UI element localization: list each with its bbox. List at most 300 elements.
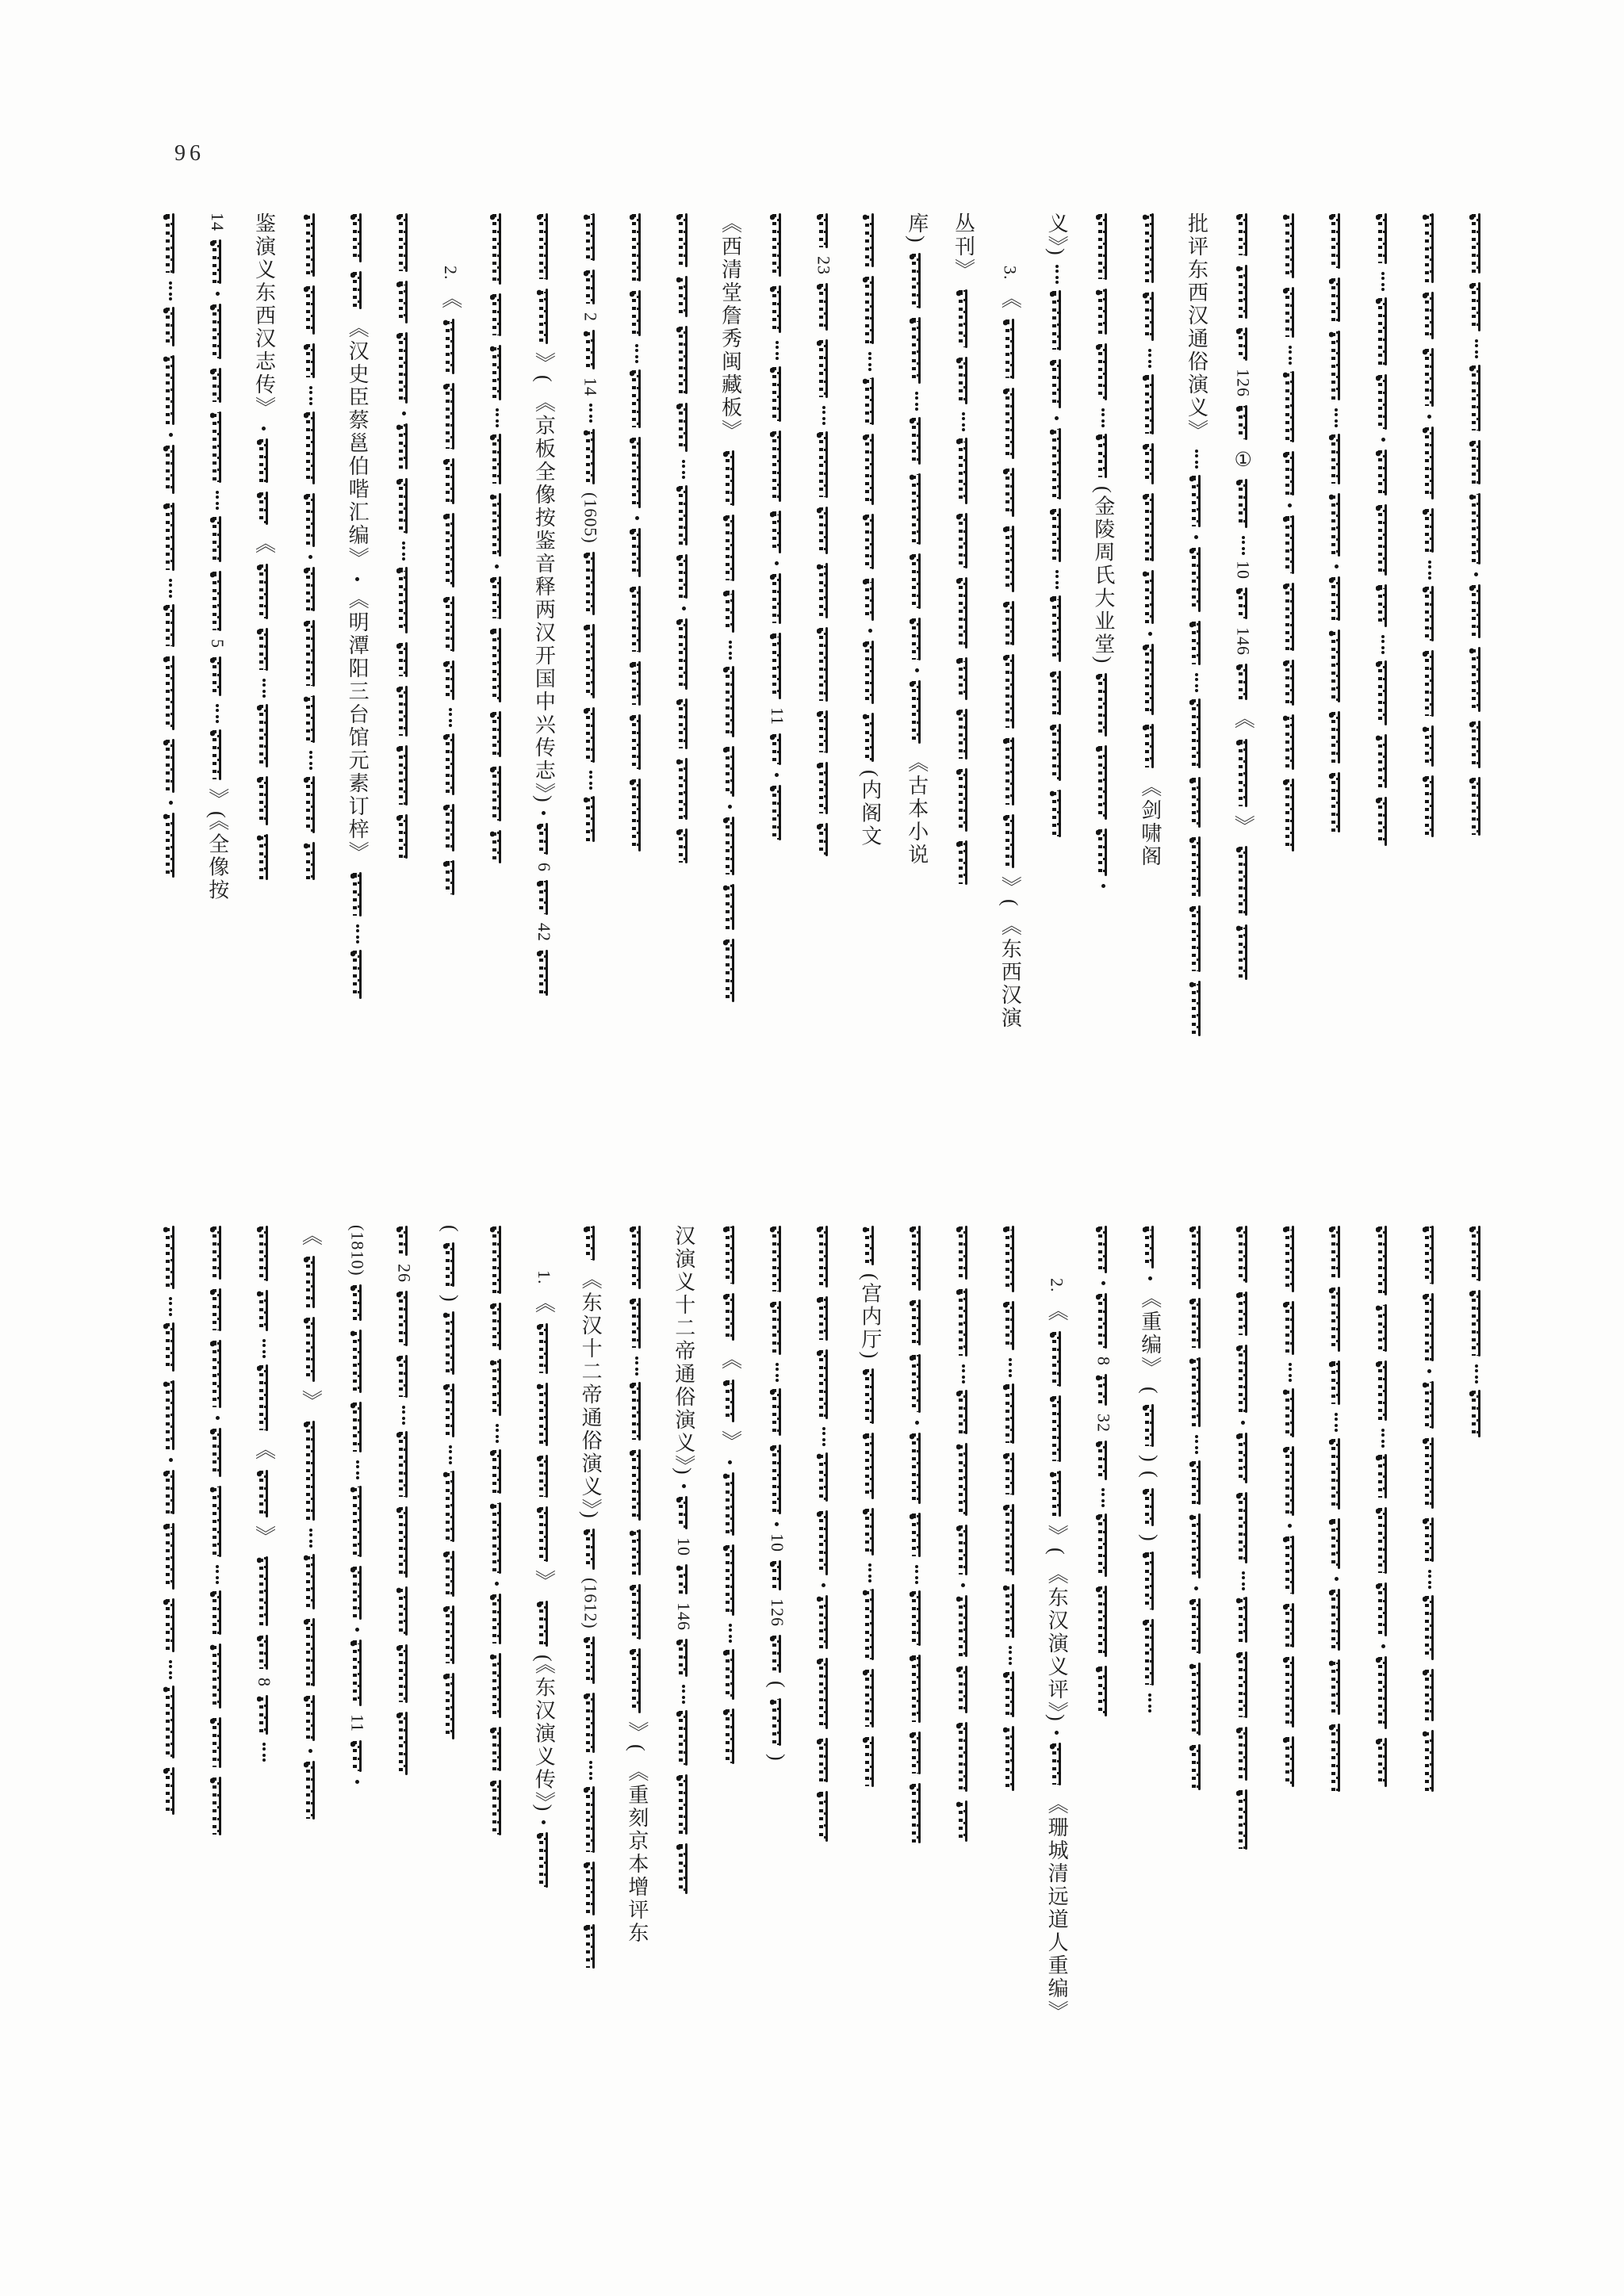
separator-dot xyxy=(355,1780,359,1784)
mongolian-word xyxy=(1049,789,1065,838)
mongolian-word xyxy=(1422,1517,1438,1563)
mongolian-word xyxy=(442,803,458,852)
mongolian-four-dot-punctuation xyxy=(1101,408,1105,426)
mongolian-word xyxy=(1235,1789,1251,1850)
mongolian-word xyxy=(1235,1291,1251,1337)
mongolian-word xyxy=(1469,439,1484,485)
text-column xyxy=(334,212,381,1158)
mongolian-word xyxy=(1002,1503,1018,1576)
mongolian-word xyxy=(1282,1535,1298,1595)
mongolian-word xyxy=(442,733,458,796)
mongolian-word xyxy=(1422,1225,1438,1285)
mongolian-word xyxy=(442,318,458,375)
mongolian-word xyxy=(816,1349,832,1420)
mongolian-word xyxy=(816,339,832,399)
mongolian-word xyxy=(629,289,645,337)
mongolian-word xyxy=(1422,212,1438,284)
mongolian-word xyxy=(769,1444,785,1515)
mongolian-word xyxy=(956,1442,971,1517)
mongolian-word xyxy=(1235,1726,1251,1781)
mongolian-word xyxy=(629,585,645,653)
numeral: 26 xyxy=(394,1264,415,1283)
mongolian-four-dot-punctuation xyxy=(868,352,872,369)
mongolian-word xyxy=(442,457,458,505)
mongolian-word xyxy=(1095,1225,1111,1274)
chinese-text: 》 xyxy=(718,1430,742,1453)
text-column xyxy=(241,212,288,1158)
mongolian-word xyxy=(396,1290,412,1347)
mongolian-word xyxy=(816,1737,832,1783)
separator-dot xyxy=(1194,1586,1198,1590)
mongolian-word xyxy=(1422,1437,1438,1510)
mongolian-word xyxy=(256,1469,272,1518)
separator-dot xyxy=(775,773,779,777)
separator-dot xyxy=(775,561,779,565)
mongolian-four-dot-punctuation xyxy=(775,1363,779,1380)
text-column xyxy=(427,212,474,1158)
mongolian-word xyxy=(769,1225,785,1293)
mongolian-four-dot-punctuation xyxy=(1194,450,1199,467)
mongolian-word xyxy=(1422,291,1438,340)
mongolian-word xyxy=(256,1556,272,1627)
mongolian-word xyxy=(163,1322,178,1372)
separator-dot xyxy=(1427,415,1431,419)
mongolian-word xyxy=(769,1559,785,1591)
mongolian-word xyxy=(1469,281,1484,332)
mongolian-four-dot-punctuation xyxy=(308,1529,313,1546)
mongolian-word xyxy=(303,1553,319,1610)
mongolian-word xyxy=(163,1380,178,1451)
mongolian-word xyxy=(1375,1303,1391,1353)
mongolian-word xyxy=(862,1735,878,1788)
mongolian-word xyxy=(629,1647,645,1714)
mongolian-word xyxy=(1235,1344,1251,1414)
text-column xyxy=(287,212,334,1158)
mongolian-word xyxy=(1002,600,1018,646)
numeral: 10 xyxy=(674,1536,695,1556)
mongolian-word xyxy=(256,1364,272,1432)
mongolian-word xyxy=(1469,584,1484,639)
mongolian-word xyxy=(1469,1289,1484,1357)
mongolian-word xyxy=(722,1708,738,1765)
mongolian-word xyxy=(1002,387,1018,460)
mongolian-word xyxy=(769,1300,785,1356)
mongolian-four-dot-punctuation xyxy=(1288,346,1293,363)
mongolian-word xyxy=(396,331,412,404)
separator-dot xyxy=(495,1582,499,1586)
mongolian-word xyxy=(1375,1506,1391,1575)
mongolian-word xyxy=(816,282,832,331)
mongolian-word xyxy=(676,828,691,864)
mongolian-word xyxy=(1049,723,1065,782)
mongolian-four-dot-punctuation xyxy=(1474,1364,1479,1382)
mongolian-word xyxy=(209,1288,225,1332)
mongolian-word xyxy=(1095,288,1111,335)
mongolian-word xyxy=(1142,492,1158,562)
mongolian-word xyxy=(583,1225,599,1261)
mongolian-word xyxy=(1282,1602,1298,1648)
mongolian-word xyxy=(163,502,178,572)
chinese-text: 》( xyxy=(625,1721,649,1754)
mongolian-four-dot-punctuation xyxy=(1474,339,1479,357)
mongolian-word xyxy=(676,1843,691,1895)
chinese-text: 《东汉演义评》) xyxy=(1045,1563,1069,1724)
mongolian-word xyxy=(956,576,971,649)
mongolian-word xyxy=(1422,347,1438,408)
separator-dot xyxy=(216,292,220,296)
mongolian-word xyxy=(583,269,599,305)
mongolian-word xyxy=(163,738,178,794)
mongolian-word xyxy=(1002,1225,1018,1293)
mongolian-word xyxy=(862,1668,878,1728)
mongolian-word xyxy=(489,492,505,557)
mongolian-word xyxy=(1049,358,1065,409)
mongolian-word xyxy=(909,1225,925,1292)
mongolian-word xyxy=(769,285,785,334)
mongolian-word xyxy=(722,1648,738,1701)
mongolian-word xyxy=(396,1430,412,1498)
mongolian-word xyxy=(816,1594,832,1650)
mongolian-four-dot-punctuation xyxy=(1381,272,1385,289)
mongolian-word xyxy=(816,710,832,754)
mongolian-word xyxy=(489,1448,505,1494)
chinese-text: 《 xyxy=(252,1439,276,1462)
mongolian-word xyxy=(956,1288,971,1357)
mongolian-four-dot-punctuation xyxy=(1381,1429,1385,1446)
mongolian-word xyxy=(536,1600,552,1647)
separator-dot xyxy=(775,1522,779,1526)
mongolian-four-dot-punctuation xyxy=(634,1357,639,1374)
mongolian-word xyxy=(1469,776,1484,836)
mongolian-word xyxy=(396,280,412,324)
mongolian-word xyxy=(583,1636,599,1685)
chinese-text: 《汉史臣蔡邕伯喈汇编》 xyxy=(346,317,370,570)
mongolian-word xyxy=(163,1522,178,1590)
mongolian-word xyxy=(256,703,272,768)
mongolian-word xyxy=(1095,1585,1111,1658)
mongolian-word xyxy=(1142,723,1158,769)
mongolian-word xyxy=(862,1368,878,1425)
mongolian-word xyxy=(629,1529,645,1576)
mongolian-word xyxy=(1328,771,1344,833)
mongolian-word xyxy=(583,212,599,262)
mongolian-word xyxy=(909,1782,925,1844)
mongolian-word xyxy=(1235,1225,1251,1284)
mongolian-four-dot-punctuation xyxy=(448,708,453,725)
mongolian-word xyxy=(769,430,785,503)
item-indent-spacer xyxy=(1056,1225,1058,1271)
text-column xyxy=(287,1225,334,2162)
mongolian-four-dot-punctuation xyxy=(262,1743,266,1760)
mongolian-word xyxy=(350,1485,366,1558)
mongolian-word xyxy=(909,1432,925,1505)
chinese-text: 《 xyxy=(1231,708,1255,731)
mongolian-word xyxy=(303,1316,319,1383)
text-column xyxy=(474,212,521,1158)
mongolian-word xyxy=(722,938,738,1003)
mongolian-word xyxy=(442,1672,458,1740)
chinese-text: (《东汉演义传》) xyxy=(532,1654,556,1813)
mongolian-four-dot-punctuation xyxy=(168,281,173,299)
mongolian-four-dot-punctuation xyxy=(728,1624,733,1641)
numeral: 32 xyxy=(1094,1414,1114,1433)
text-column xyxy=(614,212,661,1158)
numeral: 126 xyxy=(1233,369,1254,397)
separator-dot xyxy=(216,1416,220,1420)
chinese-text: 《明潭阳三台馆元素订梓》 xyxy=(346,588,370,864)
mongolian-word xyxy=(816,506,832,555)
mongolian-word xyxy=(583,329,599,370)
mongolian-word xyxy=(209,1485,225,1558)
mongolian-word xyxy=(1328,212,1344,270)
mongolian-word xyxy=(1469,212,1484,274)
text-column xyxy=(147,212,194,1158)
mongolian-word xyxy=(1235,738,1251,808)
separator-dot xyxy=(1055,416,1059,420)
mongolian-word xyxy=(1282,1655,1298,1728)
mongolian-word xyxy=(1095,1513,1111,1578)
mongolian-word xyxy=(956,840,971,886)
chinese-text: 《京板全像按鉴音释两汉开国中兴传志》) xyxy=(532,391,556,805)
mongolian-word xyxy=(163,1469,178,1515)
mongolian-word xyxy=(536,879,552,916)
mongolian-word xyxy=(1328,330,1344,401)
text-column xyxy=(986,212,1033,1158)
mongolian-word xyxy=(956,437,971,505)
mongolian-word xyxy=(1235,1651,1251,1719)
separator-dot xyxy=(169,433,173,437)
chinese-text: 《 xyxy=(718,1349,742,1372)
mongolian-word xyxy=(1049,670,1065,716)
mongolian-word xyxy=(862,1225,878,1266)
mongolian-word xyxy=(583,1692,599,1754)
item-indent-spacer xyxy=(543,1225,545,1263)
numeral: 2. xyxy=(441,266,462,281)
mongolian-word xyxy=(536,1322,552,1375)
separator-dot xyxy=(635,516,639,520)
mongolian-word xyxy=(303,1694,319,1742)
mongolian-word xyxy=(1469,1389,1484,1438)
mongolian-word xyxy=(536,822,552,855)
mongolian-word xyxy=(1095,1440,1111,1481)
chinese-text: 》 xyxy=(532,1569,556,1593)
mongolian-word xyxy=(536,288,552,345)
mongolian-four-dot-punctuation xyxy=(308,751,313,768)
mongolian-word xyxy=(1282,212,1298,279)
mongolian-word xyxy=(209,1590,225,1636)
mongolian-word xyxy=(1142,1551,1158,1611)
mongolian-word xyxy=(1422,775,1438,838)
mongolian-word xyxy=(583,1528,599,1571)
mongolian-word xyxy=(350,871,366,917)
mongolian-word xyxy=(1189,1598,1205,1655)
text-column xyxy=(1313,1225,1360,2162)
chinese-text: 库) xyxy=(905,212,929,245)
separator-dot xyxy=(1427,1369,1431,1373)
mongolian-word xyxy=(256,775,272,826)
mongolian-word xyxy=(816,212,832,249)
mongolian-word xyxy=(956,1800,971,1843)
chinese-text: ( xyxy=(439,1225,462,1234)
mongolian-word xyxy=(350,1639,366,1707)
mongolian-word xyxy=(1002,467,1018,518)
mongolian-word xyxy=(956,708,971,760)
text-column xyxy=(474,1225,521,2162)
chinese-text: (金陵周氏大业堂) xyxy=(1091,486,1115,666)
text-column xyxy=(800,212,847,1158)
mongolian-word xyxy=(956,1389,971,1435)
separator-dot xyxy=(682,1484,686,1488)
numeral: 8 xyxy=(254,1678,274,1687)
mongolian-word xyxy=(769,572,785,625)
text-column xyxy=(1220,212,1266,1158)
mongolian-four-dot-punctuation xyxy=(914,392,919,409)
chinese-text: 《 xyxy=(299,1225,323,1248)
text-column xyxy=(940,212,987,1158)
mongolian-word xyxy=(676,484,691,546)
mongolian-word xyxy=(1282,1225,1298,1293)
mongolian-word xyxy=(256,833,272,881)
chinese-text: 义》) xyxy=(1045,212,1069,258)
mongolian-word xyxy=(396,1225,412,1257)
chinese-text: ) xyxy=(1138,1534,1162,1544)
mongolian-word xyxy=(1189,1297,1205,1349)
numeral: 10 xyxy=(767,1533,787,1552)
mongolian-word xyxy=(209,239,225,285)
mongolian-word xyxy=(1095,828,1111,877)
mongolian-word xyxy=(1235,264,1251,320)
mongolian-word xyxy=(536,212,552,281)
mongolian-word xyxy=(769,1387,785,1437)
mongolian-word xyxy=(442,1550,458,1598)
mongolian-word xyxy=(442,1242,458,1288)
mongolian-word xyxy=(1189,1662,1205,1736)
chinese-text: 》 xyxy=(1231,815,1255,838)
mongolian-word xyxy=(1328,1225,1344,1279)
mongolian-word xyxy=(1375,503,1391,576)
mongolian-word xyxy=(209,570,225,632)
mongolian-word xyxy=(256,627,272,672)
numeral: 126 xyxy=(767,1598,787,1627)
mongolian-word xyxy=(163,212,178,274)
mongolian-word xyxy=(1142,1403,1158,1448)
mongolian-word xyxy=(396,641,412,678)
mongolian-word xyxy=(1189,1357,1205,1428)
mongolian-word xyxy=(1189,698,1205,769)
mongolian-word xyxy=(722,1471,738,1536)
mongolian-word xyxy=(396,744,412,806)
mongolian-word xyxy=(1095,744,1111,821)
text-column xyxy=(1453,212,1500,1158)
text-block-bottom xyxy=(147,1225,1500,2162)
item-indent-spacer xyxy=(1009,212,1011,258)
mongolian-word xyxy=(1422,1292,1438,1362)
mongolian-word xyxy=(209,367,225,404)
text-column xyxy=(334,1225,381,2162)
numeral: 14 xyxy=(580,377,601,396)
mongolian-word xyxy=(862,212,878,268)
mongolian-word xyxy=(442,1311,458,1376)
text-column xyxy=(614,1225,661,2162)
chinese-text: ( xyxy=(1138,1387,1162,1396)
mongolian-word xyxy=(816,1225,832,1288)
mongolian-four-dot-punctuation xyxy=(448,1445,453,1463)
mongolian-four-dot-punctuation xyxy=(822,406,826,423)
mongolian-word xyxy=(163,1766,178,1816)
mongolian-word xyxy=(256,1289,272,1332)
mongolian-four-dot-punctuation xyxy=(1008,1358,1013,1376)
mongolian-word xyxy=(256,563,272,620)
mongolian-four-dot-punctuation xyxy=(634,344,639,362)
separator-dot xyxy=(169,1458,173,1462)
mongolian-word xyxy=(303,695,319,744)
separator-dot xyxy=(1474,572,1478,576)
mongolian-four-dot-punctuation xyxy=(215,704,220,721)
mongolian-word xyxy=(1002,1725,1018,1792)
separator-dot xyxy=(308,555,312,559)
mongolian-word xyxy=(1049,1742,1065,1786)
mongolian-word xyxy=(1142,373,1158,435)
mongolian-word xyxy=(1049,507,1065,563)
mongolian-word xyxy=(722,1544,738,1617)
text-column xyxy=(707,1225,754,2162)
mongolian-word xyxy=(1422,1729,1438,1793)
text-column xyxy=(1127,1225,1174,2162)
separator-dot xyxy=(1335,564,1339,568)
mongolian-word xyxy=(396,423,412,470)
mongolian-word xyxy=(909,416,925,465)
text-column xyxy=(940,1225,987,2162)
mongolian-word xyxy=(536,1454,552,1498)
mongolian-word xyxy=(1375,1453,1391,1499)
mongolian-word xyxy=(862,640,878,705)
mongolian-word xyxy=(209,1339,225,1409)
mongolian-word xyxy=(303,285,319,335)
mongolian-word xyxy=(209,1716,225,1769)
mongolian-word xyxy=(909,617,925,661)
mongolian-word xyxy=(1189,1513,1205,1579)
text-column xyxy=(1033,1225,1080,2162)
mongolian-word xyxy=(1375,297,1391,366)
text-column xyxy=(381,212,427,1158)
mongolian-word xyxy=(1375,584,1391,628)
mongolian-word xyxy=(1142,1618,1158,1686)
mongolian-word xyxy=(303,1420,319,1521)
mongolian-word xyxy=(769,212,785,277)
mongolian-word xyxy=(1002,1300,1018,1351)
mongolian-word xyxy=(629,436,645,509)
mongolian-word xyxy=(396,813,412,859)
mongolian-word xyxy=(1375,1582,1391,1637)
mongolian-four-dot-punctuation xyxy=(1147,1693,1152,1711)
mongolian-word xyxy=(163,1225,178,1290)
mongolian-four-dot-punctuation xyxy=(168,1297,173,1314)
mongolian-word xyxy=(816,822,832,857)
mongolian-word xyxy=(722,816,738,876)
mongolian-word xyxy=(442,595,458,652)
mongolian-word xyxy=(303,1255,319,1309)
mongolian-word xyxy=(1375,212,1391,265)
mongolian-word xyxy=(489,576,505,620)
numeral: 8 xyxy=(1094,1357,1114,1366)
mongolian-word xyxy=(909,473,925,545)
mongolian-word xyxy=(489,344,505,401)
mongolian-word xyxy=(676,1774,691,1835)
numeral: 14 xyxy=(208,212,228,232)
mongolian-four-dot-punctuation xyxy=(822,1427,826,1445)
text-column xyxy=(753,212,800,1158)
mongolian-word xyxy=(1002,1452,1018,1496)
